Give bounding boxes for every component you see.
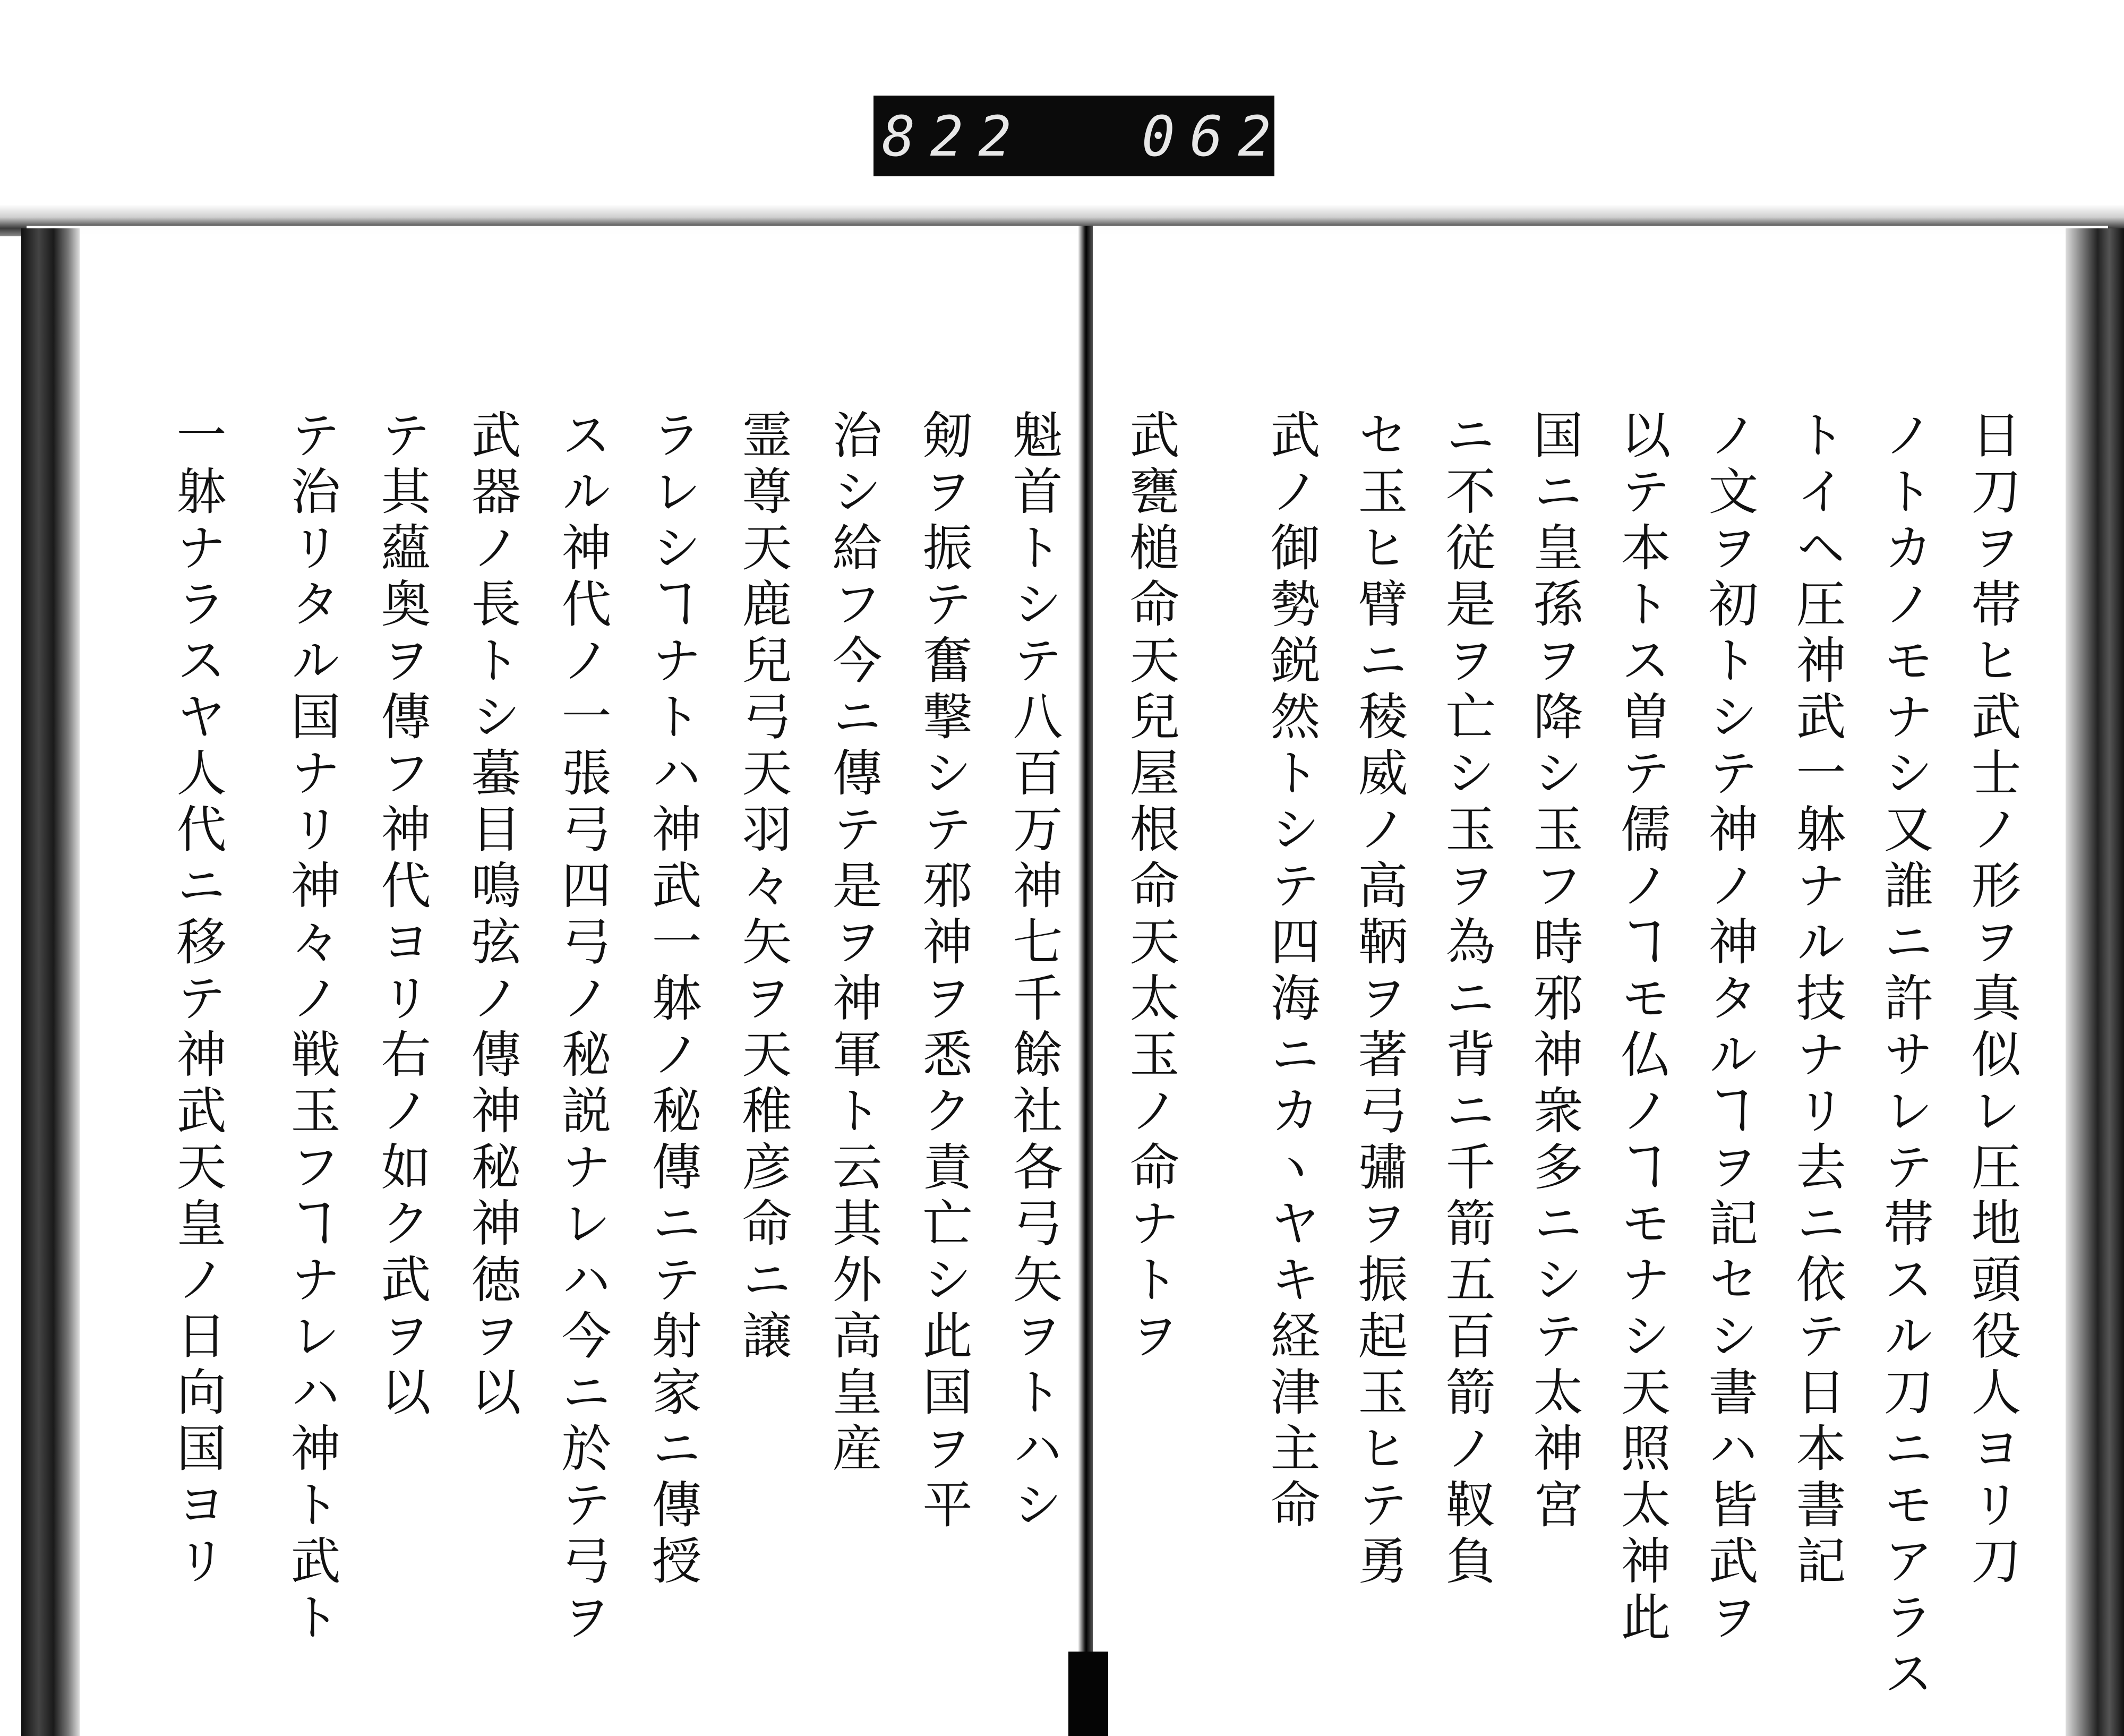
right-page-column-10: 武甕槌命天兒屋根命天太玉ノ命ナトヲ [1121,409,1179,1366]
right-page-column-1: 日刀ヲ帯ヒ武士ノ形ヲ真似レ圧地頭役人ヨリ刀 [1963,409,2020,1591]
left-page-column-6: スル神代ノ一張弓四弓ノ秘説ナレハ今ニ於テ弓ヲ [553,409,611,1647]
left-page-column-10: 一躰ナラスヤ人代ニ移テ神武天皇ノ日向国ヨリ [168,409,226,1591]
right-page-column-9: 武ノ御勢鋭然トシテ四海ニカヽヤキ経津主命 [1262,409,1320,1535]
right-page-column-5: 以テ本トス曽テ儒ノヿモ仏ノヿモナシ天照太神此 [1612,409,1670,1647]
right-page-column-3: トイヘ圧神武一躰ナル技ナリ去ニ依テ日本書記 [1787,409,1845,1591]
right-page-column-4: ノ文ヲ初トシテ神ノ神タルヿヲ記セシ書ハ皆武ヲ [1700,409,1758,1647]
left-page-column-7: 武器ノ長トシ蟇目鳴弦ノ傳神秘神徳ヲ以 [463,409,520,1422]
right-page-column-7: ニ不従是ヲ亡シ玉ヲ為ニ背ニ千箭五百箭ノ靫負 [1437,409,1495,1591]
book-edge-left [21,228,80,1736]
right-page-column-8: セ玉ヒ臂ニ稜威ノ高鞆ヲ著弓彇ヲ振起玉ヒテ勇 [1349,409,1407,1591]
left-page-column-5: ラレシヿナトハ神武一躰ノ秘傳ニテ射家ニ傳授 [643,409,701,1591]
catalog-label [873,96,1286,176]
catalog-number-right: 062 [1142,104,1286,169]
right-page-column-2: ノトカノモナシ又誰ニ許サレテ帯スル刀ニモアラス [1875,409,1933,1704]
right-page-column-6: 国ニ皇孫ヲ降シ玉フ時邪神衆多ニシテ太神宮 [1525,409,1582,1535]
left-page-column-4: 霊尊天鹿兒弓天羽々矢ヲ天稚彦命ニ譲 [733,409,791,1366]
book-spine [1078,226,1093,1736]
left-page-column-8: テ其蘊奥ヲ傳フ神代ヨリ右ノ如ク武ヲ以 [372,409,430,1422]
catalog-number-left: 822 [882,104,1026,169]
left-page-column-1: 魁首トシテ八百万神七千餘社各弓矢ヲトハシ [1004,409,1062,1535]
left-page-column-9: テ治リタル国ナリ神々ノ戦玉フヿナレハ神ト武ト [282,409,340,1647]
left-page-column-2: 剱ヲ振テ奮撃シテ邪神ヲ悉ク責亡シ此国ヲ平 [914,409,972,1535]
left-page-column-3: 治シ給フ今ニ傳テ是ヲ神軍ト云其外高皇産 [824,409,881,1478]
book-edge-right [2066,228,2124,1736]
binding-tail [1068,1652,1108,1736]
